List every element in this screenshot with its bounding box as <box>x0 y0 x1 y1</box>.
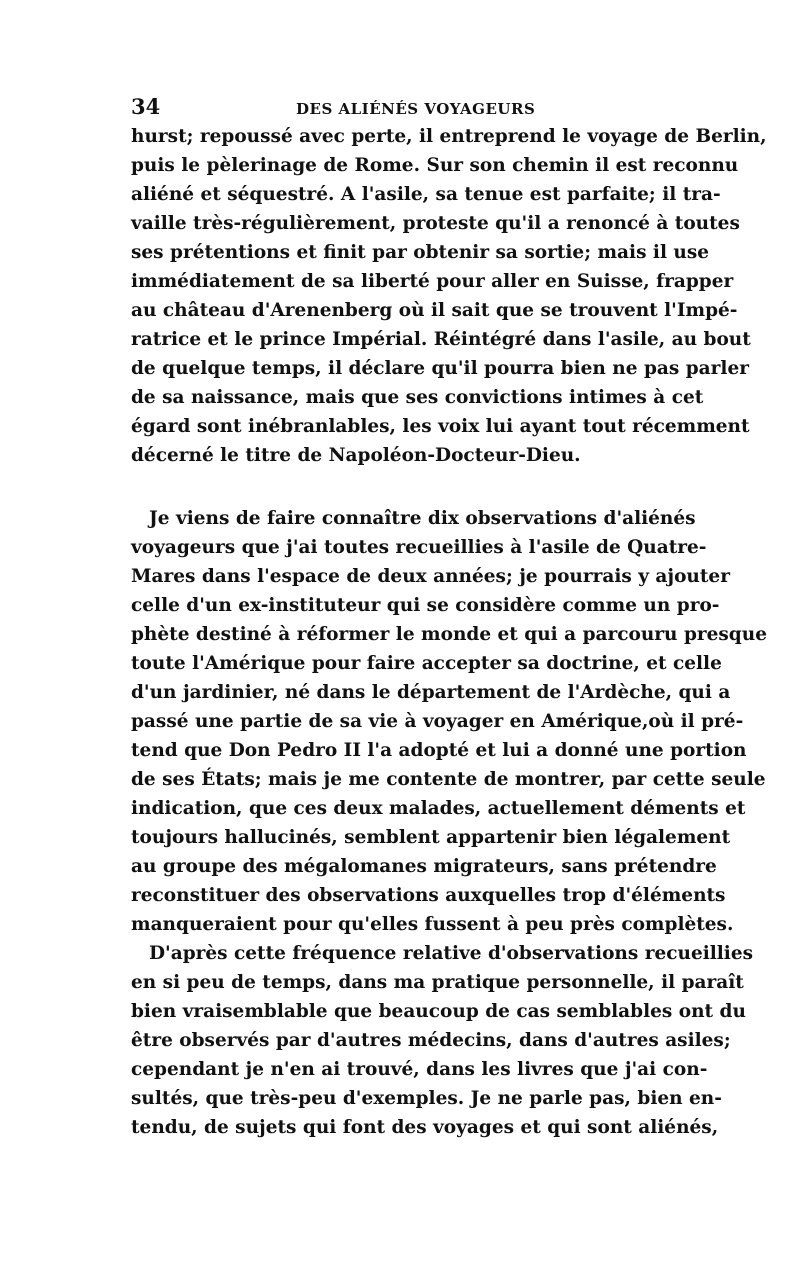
text-line: bien vraisemblable que beaucoup de cas semblables ont du <box>131 1001 746 1022</box>
text-line: passé une partie de sa vie à voyager en Amérique,où il pré- <box>131 711 744 732</box>
text-line: D'après cette fréquence relative d'observations recueillies <box>149 943 754 964</box>
text-line: au château d'Arenenberg où il sait que se trouvent l'Impé- <box>131 300 738 321</box>
text-line: Mares dans l'espace de deux années; je pourrais y ajouter <box>131 566 730 587</box>
text-line: reconstituer des observations auxquelles trop d'éléments <box>131 885 726 906</box>
page-number: 34 <box>131 94 161 119</box>
text-line: de quelque temps, il déclare qu'il pourra bien ne pas parler <box>131 358 749 379</box>
text-line: Je viens de faire connaître dix observations d'aliénés <box>149 508 696 529</box>
text-line: voyageurs que j'ai toutes recueillies à l'asile de Quatre- <box>131 537 707 558</box>
text-line: décerné le titre de Napoléon-Docteur-Dieu. <box>131 445 581 466</box>
text-line: toute l'Amérique pour faire accepter sa doctrine, et celle <box>131 653 722 674</box>
text-line: être observés par d'autres médecins, dans d'autres asiles; <box>131 1030 731 1051</box>
text-line: tend que Don Pedro II l'a adopté et lui a donné une portion <box>131 740 747 761</box>
text-line: vaille très-régulièrement, proteste qu'il a renoncé à toutes <box>131 213 740 234</box>
text-line: hurst; repoussé avec perte, il entreprend le voyage de Berlin, <box>131 126 767 147</box>
text-line: ses prétentions et finit par obtenir sa sortie; mais il use <box>131 242 710 263</box>
text-line: de ses États; mais je me contente de montrer, par cette seule <box>131 769 766 790</box>
text-line: manqueraient pour qu'elles fussent à peu près complètes. <box>131 914 734 935</box>
text-line: tendu, de sujets qui font des voyages et qui sont aliénés, <box>131 1117 719 1138</box>
text-line: cependant je n'en ai trouvé, dans les livres que j'ai con- <box>131 1059 708 1080</box>
running-header <box>131 94 677 122</box>
body-text <box>131 122 767 1142</box>
text-line: phète destiné à réformer le monde et qui a parcouru presque <box>131 624 767 645</box>
text-line: d'un jardinier, né dans le département de l'Ardèche, qui a <box>131 682 731 703</box>
text-line: immédiatement de sa liberté pour aller en Suisse, frapper <box>131 271 734 292</box>
paragraph-2 <box>131 504 767 939</box>
paragraph-spacer <box>131 470 677 504</box>
text-line: puis le pèlerinage de Rome. Sur son chemin il est reconnu <box>131 155 739 176</box>
text-line: toujours hallucinés, semblent appartenir bien légalement <box>131 827 731 848</box>
text-line: celle d'un ex-instituteur qui se considère comme un pro- <box>131 595 720 616</box>
text-line: au groupe des mégalomanes migrateurs, sans prétendre <box>131 856 717 877</box>
paragraph-3 <box>131 939 754 1142</box>
text-line: en si peu de temps, dans ma pratique personnelle, il paraît <box>131 972 744 993</box>
text-line: égard sont inébranlables, les voix lui ayant tout récemment <box>131 416 750 437</box>
text-line: de sa naissance, mais que ses convictions intimes à cet <box>131 387 704 408</box>
text-line: sultés, que très-peu d'exemples. Je ne parle pas, bien en- <box>131 1088 722 1109</box>
running-title: DES ALIÉNÉS VOYAGEURS <box>296 100 536 118</box>
paragraph-1 <box>131 122 767 470</box>
text-line: aliéné et séquestré. A l'asile, sa tenue est parfaite; il tra- <box>131 184 721 205</box>
text-line: ratrice et le prince Impérial. Réintégré dans l'asile, au bout <box>131 329 751 350</box>
text-line: indication, que ces deux malades, actuellement déments et <box>131 798 746 819</box>
